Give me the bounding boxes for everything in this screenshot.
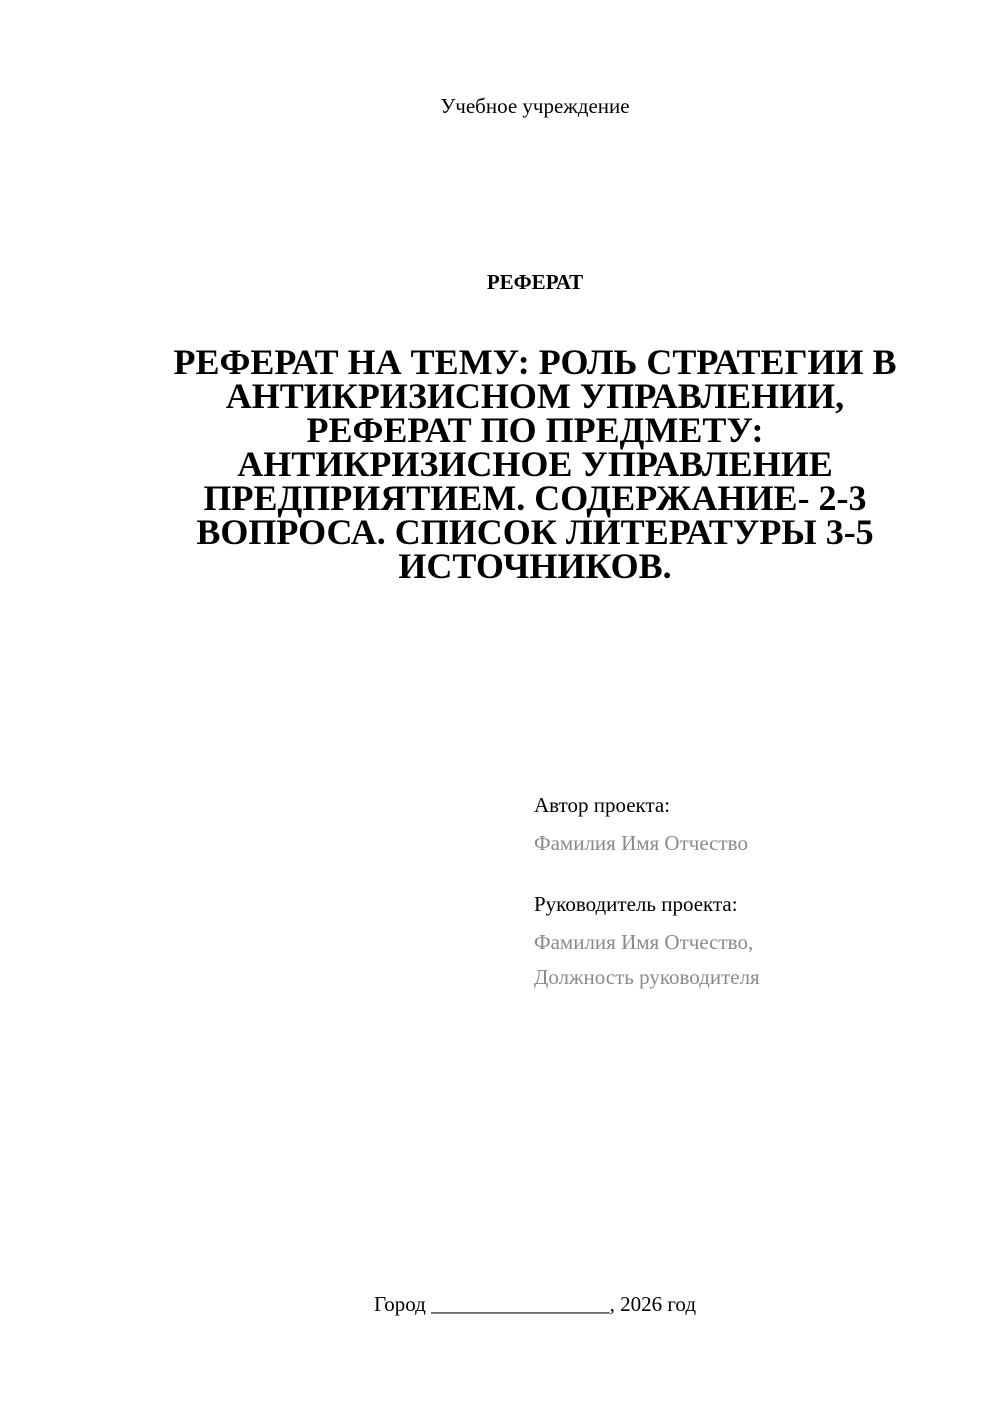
credits-section: [534, 788, 974, 1021]
supervisor-name: Фамилия Имя Отчество,: [534, 930, 754, 954]
supervisor-position: Должность руководителя: [534, 965, 760, 989]
document-title: РЕФЕРАТ НА ТЕМУ: РОЛЬ СТРАТЕГИИ В АНТИКРИЗИСНОМ УПРАВЛЕНИИ, РЕФЕРАТ ПО ПРЕДМЕТУ: АНТИКРИЗИСНОЕ УПРАВЛЕНИЕ ПРЕДПРИЯТИЕМ. СОДЕРЖАНИЕ- 2-3 ВОПРОСА. СПИСОК ЛИТЕРАТУРЫ 3-5 ИСТОЧНИКОВ.: [173, 342, 897, 586]
city-year-line: Город _________________, 2026 год: [373, 1292, 697, 1316]
author-block: [534, 788, 974, 860]
supervisor-block: [534, 887, 974, 994]
author-name: Фамилия Имя Отчество: [534, 831, 748, 855]
institution-name: Учебное учреждение: [440, 94, 630, 118]
author-label: Автор проекта:: [534, 793, 671, 817]
document-type-label: РЕФЕРАТ: [486, 270, 584, 294]
supervisor-label: Руководитель проекта:: [534, 892, 738, 916]
